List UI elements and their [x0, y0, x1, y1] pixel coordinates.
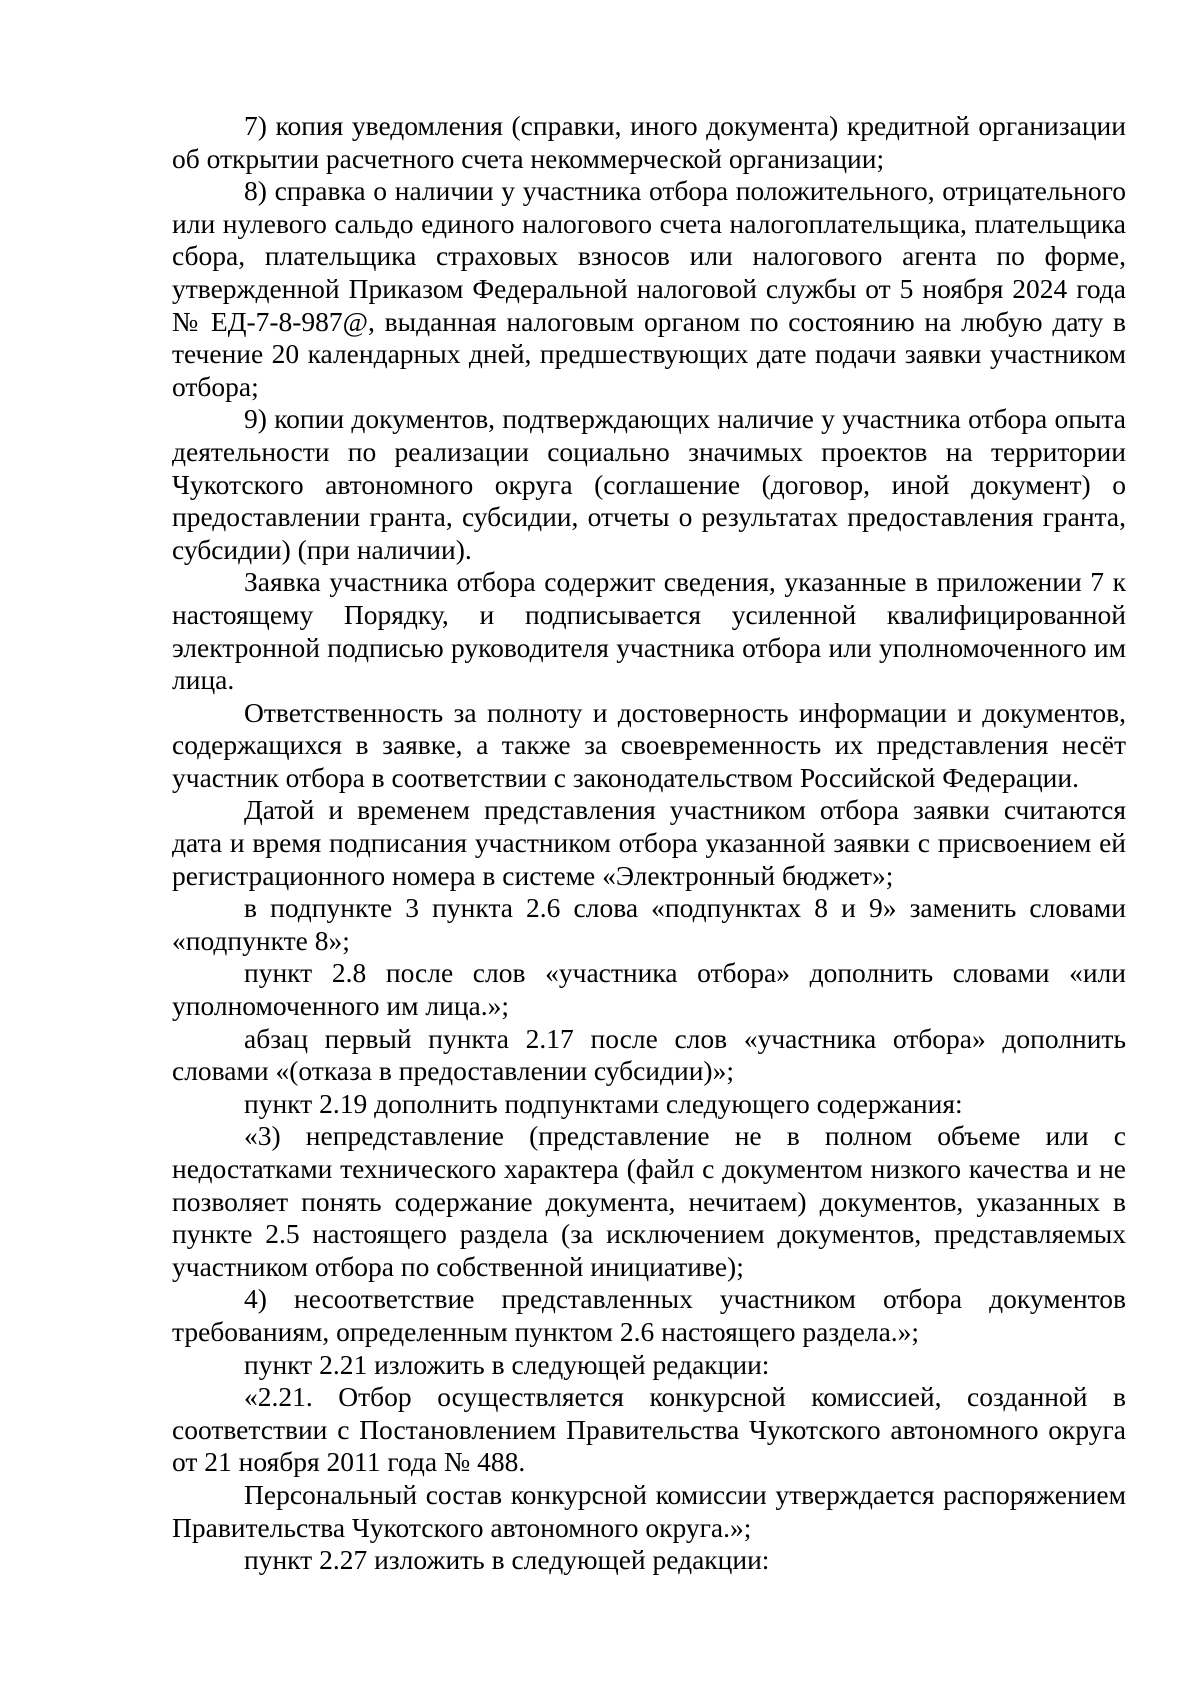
paragraph-item-7: 7) копия уведомления (справки, иного документа) кредитной организации об открытии расчетного счета некоммерческой организации;	[172, 110, 1126, 174]
paragraph-subitem-4: 4) несоответствие представленных участником отбора документов требованиям, определенным пунктом 2.6 настоящего раздела.»;	[172, 1283, 1126, 1347]
paragraph-responsibility: Ответственность за полноту и достоверность информации и документов, содержащихся в заявке, а также за своевременность их представления несёт участник отбора в соответствии с законодательством Российской Федерации.	[172, 696, 1126, 793]
paragraph-amend-2-17: абзац первый пункта 2.17 после слов «участника отбора» дополнить словами «(отказа в предоставлении субсидии)»;	[172, 1022, 1126, 1087]
paragraph-subitem-3: «3) непредставление (представление не в полном объеме или с недостатками технического характера (файл с документом низкого качества и не позволяет понять содержание документа, нечитаем) документов, указанных в пункте 2.5 настоящего раздела (за исключением документов, представляемых участником отбора по собственной инициативе);	[172, 1120, 1126, 1282]
paragraph-commission-composition: Персональный состав конкурсной комиссии утверждается распоряжением Правительства Чукотского автономного округа.»;	[172, 1478, 1126, 1543]
paragraph-amend-2-21: пункт 2.21 изложить в следующей редакции:	[244, 1348, 770, 1380]
paragraph-application-content: Заявка участника отбора содержит сведения, указанные в приложении 7 к настоящему Порядку, и подписывается усиленной квалифицированной электронной подписью руководителя участника отбора или уполномоченного им лица.	[172, 566, 1126, 696]
paragraph-item-9: 9) копии документов, подтверждающих наличие у участника отбора опыта деятельности по реализации социально значимых проектов на территории Чукотского автономного округа (соглашение (договор, иной документ) о предоставлении гранта, субсидии, отчеты о результатах предоставления гранта, субсидии) (при наличии).	[172, 403, 1126, 565]
paragraph-amend-2-19: пункт 2.19 дополнить подпунктами следующего содержания:	[244, 1087, 963, 1119]
paragraph-amend-2-8: пункт 2.8 после слов «участника отбора» дополнить словами «или уполномоченного им лица.»;	[172, 957, 1126, 1022]
paragraph-submission-date: Датой и временем представления участником отбора заявки считаются дата и время подписания участником отбора указанной заявки с присвоением ей регистрационного номера в системе «Электронный бюджет»;	[172, 794, 1126, 891]
paragraph-amend-2-27: пункт 2.27 изложить в следующей редакции:	[244, 1544, 770, 1576]
document-page	[172, 110, 1126, 1577]
paragraph-text-2-21: «2.21. Отбор осуществляется конкурсной комиссией, созданной в соответствии с Постановлением Правительства Чукотского автономного округа от 21 ноября 2011 года № 488.	[172, 1381, 1126, 1478]
paragraph-item-8: 8) справка о наличии у участника отбора положительного, отрицательного или нулевого сальдо единого налогового счета налогоплательщика, плательщика сбора, плательщика страховых взносов или налогового агента по форме, утвержденной Приказом Федеральной налоговой службы от 5 ноября 2024 года № ЕД-7-8-987@, выданная налоговым органом по состоянию на любую дату в течение 20 календарных дней, предшествующих дате подачи заявки участником отбора;	[172, 175, 1126, 402]
paragraph-amend-2-6: в подпункте 3 пункта 2.6 слова «подпунктах 8 и 9» заменить словами «подпункте 8»;	[172, 892, 1126, 956]
